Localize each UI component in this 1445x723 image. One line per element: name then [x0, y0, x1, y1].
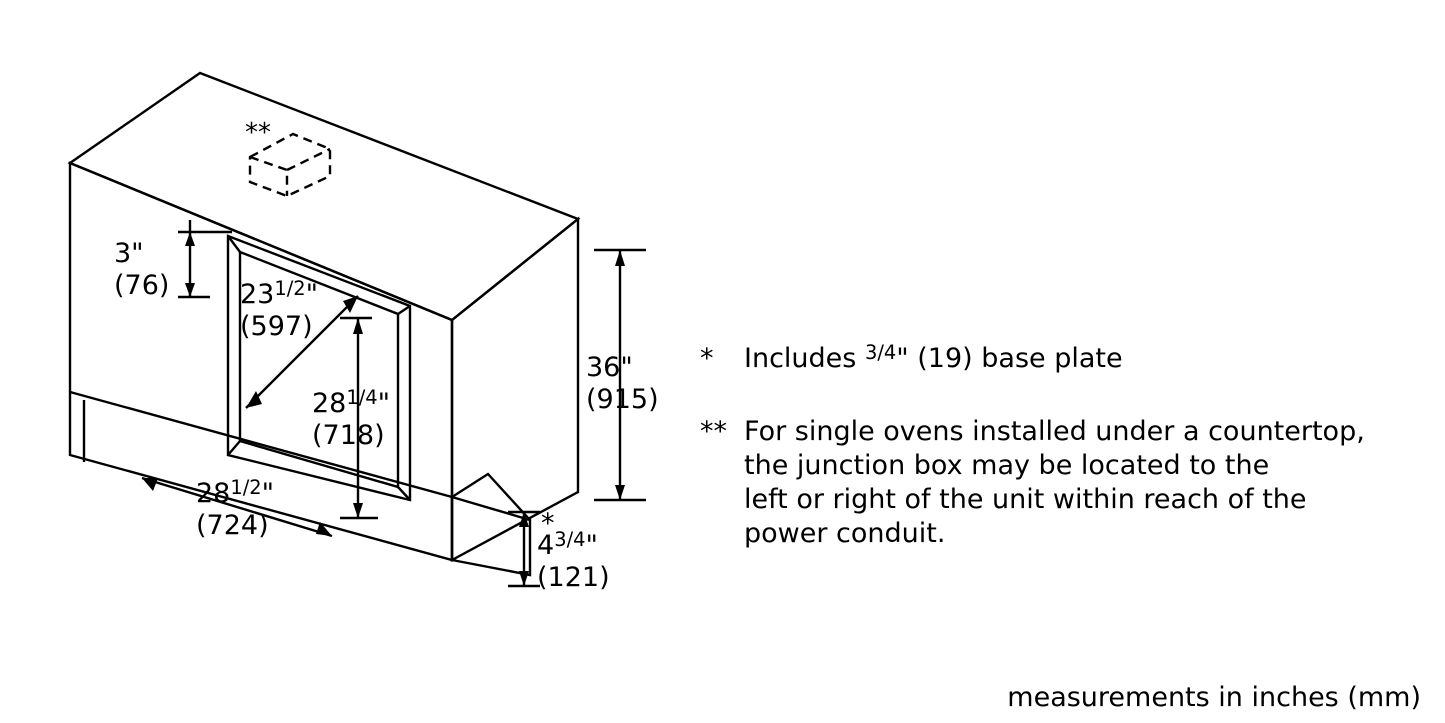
measurement-units-note: measurements in inches (mm): [1007, 682, 1421, 713]
note-junction-box: [700, 415, 1365, 551]
dim-23half-arrow-upper: [343, 296, 358, 313]
note-junction-box-line-3: left or right of the unit within reach of the: [744, 484, 1307, 516]
note-base-plate-mark: *: [700, 343, 714, 374]
dim-base-label: 43/4" (121): [537, 528, 610, 594]
note-junction-box-line-4: power conduit.: [744, 518, 946, 550]
dim-base-arrow-down: [519, 571, 529, 586]
dim-36-label: 36" (915): [586, 352, 659, 415]
dim-36-arrow-up: [615, 250, 625, 266]
dim-3in-label: 3" (76): [114, 238, 170, 301]
note-base-plate-text: Includes 3/4" (19) base plate: [744, 340, 1123, 374]
note-junction-box-mark: **: [700, 416, 727, 447]
dim-28half-label: 281/2" (724): [196, 476, 275, 542]
dim-28quarter-arrow-up: [353, 318, 363, 334]
dim-23half-label: 231/2" (597): [240, 277, 319, 343]
dim-28quarter-arrow-down: [353, 503, 363, 518]
note-base-plate: [700, 342, 1123, 376]
cutout-corner-tr: [398, 306, 410, 314]
dim-28quarter-label: 281/4" (718): [312, 386, 391, 452]
note-junction-box-text: [744, 415, 1365, 551]
dim-28half-arrow-left: [142, 478, 158, 491]
cabinet-right-face: [452, 219, 578, 560]
dim-3in-arrow-down: [185, 283, 195, 297]
cutout-corner-bl: [228, 441, 240, 455]
junction-box-marker-label: **: [245, 118, 271, 148]
dim-base-marker: *: [541, 508, 555, 539]
note-junction-box-line-2: the junction box may be located to the: [744, 450, 1270, 482]
dim-3in-arrow-up: [185, 232, 195, 246]
dim-36-arrow-down: [615, 485, 625, 500]
note-junction-box-line-1: For single ovens installed under a countertop,: [744, 416, 1365, 447]
